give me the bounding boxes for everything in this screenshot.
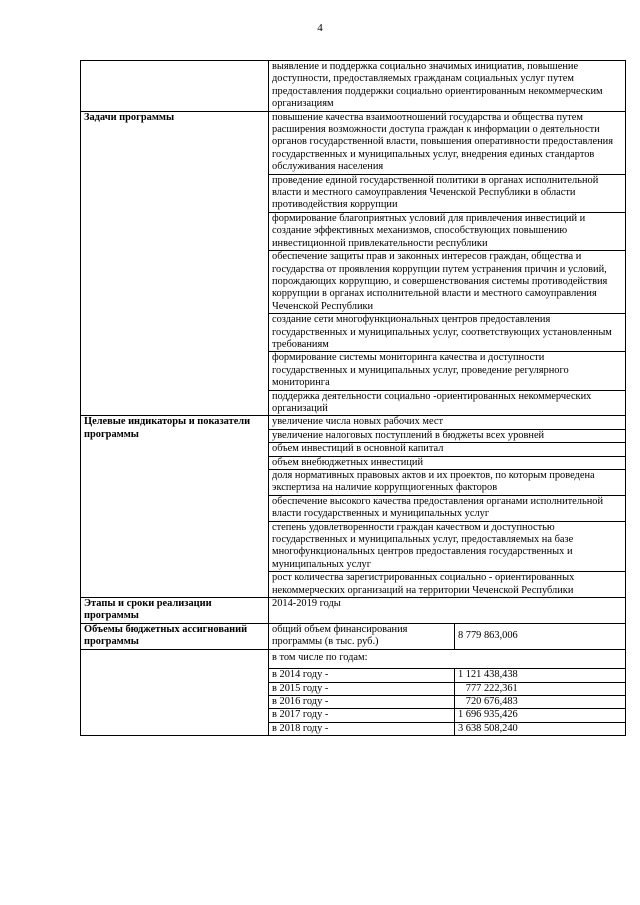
budget-year-label: в 2018 году - <box>269 722 455 735</box>
budget-year-amount: 777 222,361 <box>455 682 626 695</box>
indicators-label: Целевые индикаторы и показатели программы <box>81 416 269 598</box>
indicator-item: доля нормативных правовых актов и их проектов, по которым проведена экспертиза на наличие коррупциогенных факторов <box>269 470 626 496</box>
indicator-item: увеличение налоговых поступлений в бюджеты всех уровней <box>269 429 626 442</box>
budget-total-label: общий объем финансирования программы (в тыс. руб.) <box>269 623 455 649</box>
tasks-row <box>81 111 626 174</box>
task-item: поддержка деятельности социально -ориентированных некоммерческих организаций <box>269 390 626 416</box>
program-passport-table <box>80 60 626 736</box>
indicator-item: степень удовлетворенности граждан качеством и доступностью государственных и муниципальных услуг, предоставляемых на базе многофункциональных центров предоставления государственных и муниципальных услуг <box>269 521 626 572</box>
budget-year-label: в 2015 году - <box>269 682 455 695</box>
goals-label-cell <box>81 61 269 112</box>
tasks-label: Задачи программы <box>81 111 269 416</box>
budget-year-label: в 2014 году - <box>269 669 455 682</box>
budget-by-years-label: в том числе по годам: <box>269 649 626 668</box>
budget-year-label: в 2016 году - <box>269 695 455 708</box>
budget-total-value: 8 779 863,006 <box>455 623 626 649</box>
budget-year-amount: 1 696 935,426 <box>455 709 626 722</box>
budget-year-amount: 1 121 438,438 <box>455 669 626 682</box>
indicator-item: обеспечение высокого качества предоставления органами исполнительной власти государственных и муниципальных услуг <box>269 495 626 521</box>
task-item: формирование благоприятных условий для привлечения инвестиций и создание эффективных механизмов, способствующих повышению инвестиционной привлекательности республики <box>269 212 626 250</box>
budget-total-row <box>81 623 626 649</box>
task-item: проведение единой государственной политики в органах исполнительной власти и местного самоуправления Чеченской Республики в области противодействия коррупции <box>269 174 626 212</box>
page-number: 4 <box>317 22 323 34</box>
goals-continued-text: выявление и поддержка социально значимых инициатив, повышение доступности, предоставляемых гражданам социальных услуг путем предоставления поддержки социально ориентированным некоммерческим организациям <box>269 61 626 112</box>
budget-year-label: в 2017 году - <box>269 709 455 722</box>
stages-value: 2014-2019 годы <box>269 598 626 624</box>
budget-empty-label-cell <box>81 649 269 735</box>
task-item: формирование системы мониторинга качества и доступности государственных и муниципальных услуг, проведение регулярного мониторинга <box>269 352 626 390</box>
indicator-item: увеличение числа новых рабочих мест <box>269 416 626 429</box>
indicators-row <box>81 416 626 429</box>
goals-continued-row <box>81 61 626 112</box>
budget-by-years-row <box>81 649 626 668</box>
indicator-item: объем инвестиций в основной капитал <box>269 443 626 456</box>
budget-year-amount: 3 638 508,240 <box>455 722 626 735</box>
task-item: создание сети многофункциональных центров предоставления государственных и муниципальных услуг, соответствующих установленным требованиям <box>269 314 626 352</box>
indicator-item: рост количества зарегистрированных социально - ориентированных некоммерческих организаций на территории Чеченской Республики <box>269 572 626 598</box>
budget-label: Объемы бюджетных ассигнований программы <box>81 623 269 649</box>
task-item: обеспечение защиты прав и законных интересов граждан, общества и государства от проявления коррупции путем устранения причин и условий, порождающих коррупцию, и совершенствования системы противодействия коррупции в органах исполнительной власти и местного самоуправления Чеченской Республики <box>269 251 626 314</box>
indicator-item: объем внебюджетных инвестиций <box>269 456 626 469</box>
stages-row <box>81 598 626 624</box>
task-item: повышение качества взаимоотношений государства и общества путем расширения возможности доступа граждан к информации о деятельности органов государственной власти, повышения оперативности предоставления государственных и муниципальных услуг, внедрения единых стандартов обслуживания населения <box>269 111 626 174</box>
budget-year-amount: 720 676,483 <box>455 695 626 708</box>
stages-label: Этапы и сроки реализации программы <box>81 598 269 624</box>
